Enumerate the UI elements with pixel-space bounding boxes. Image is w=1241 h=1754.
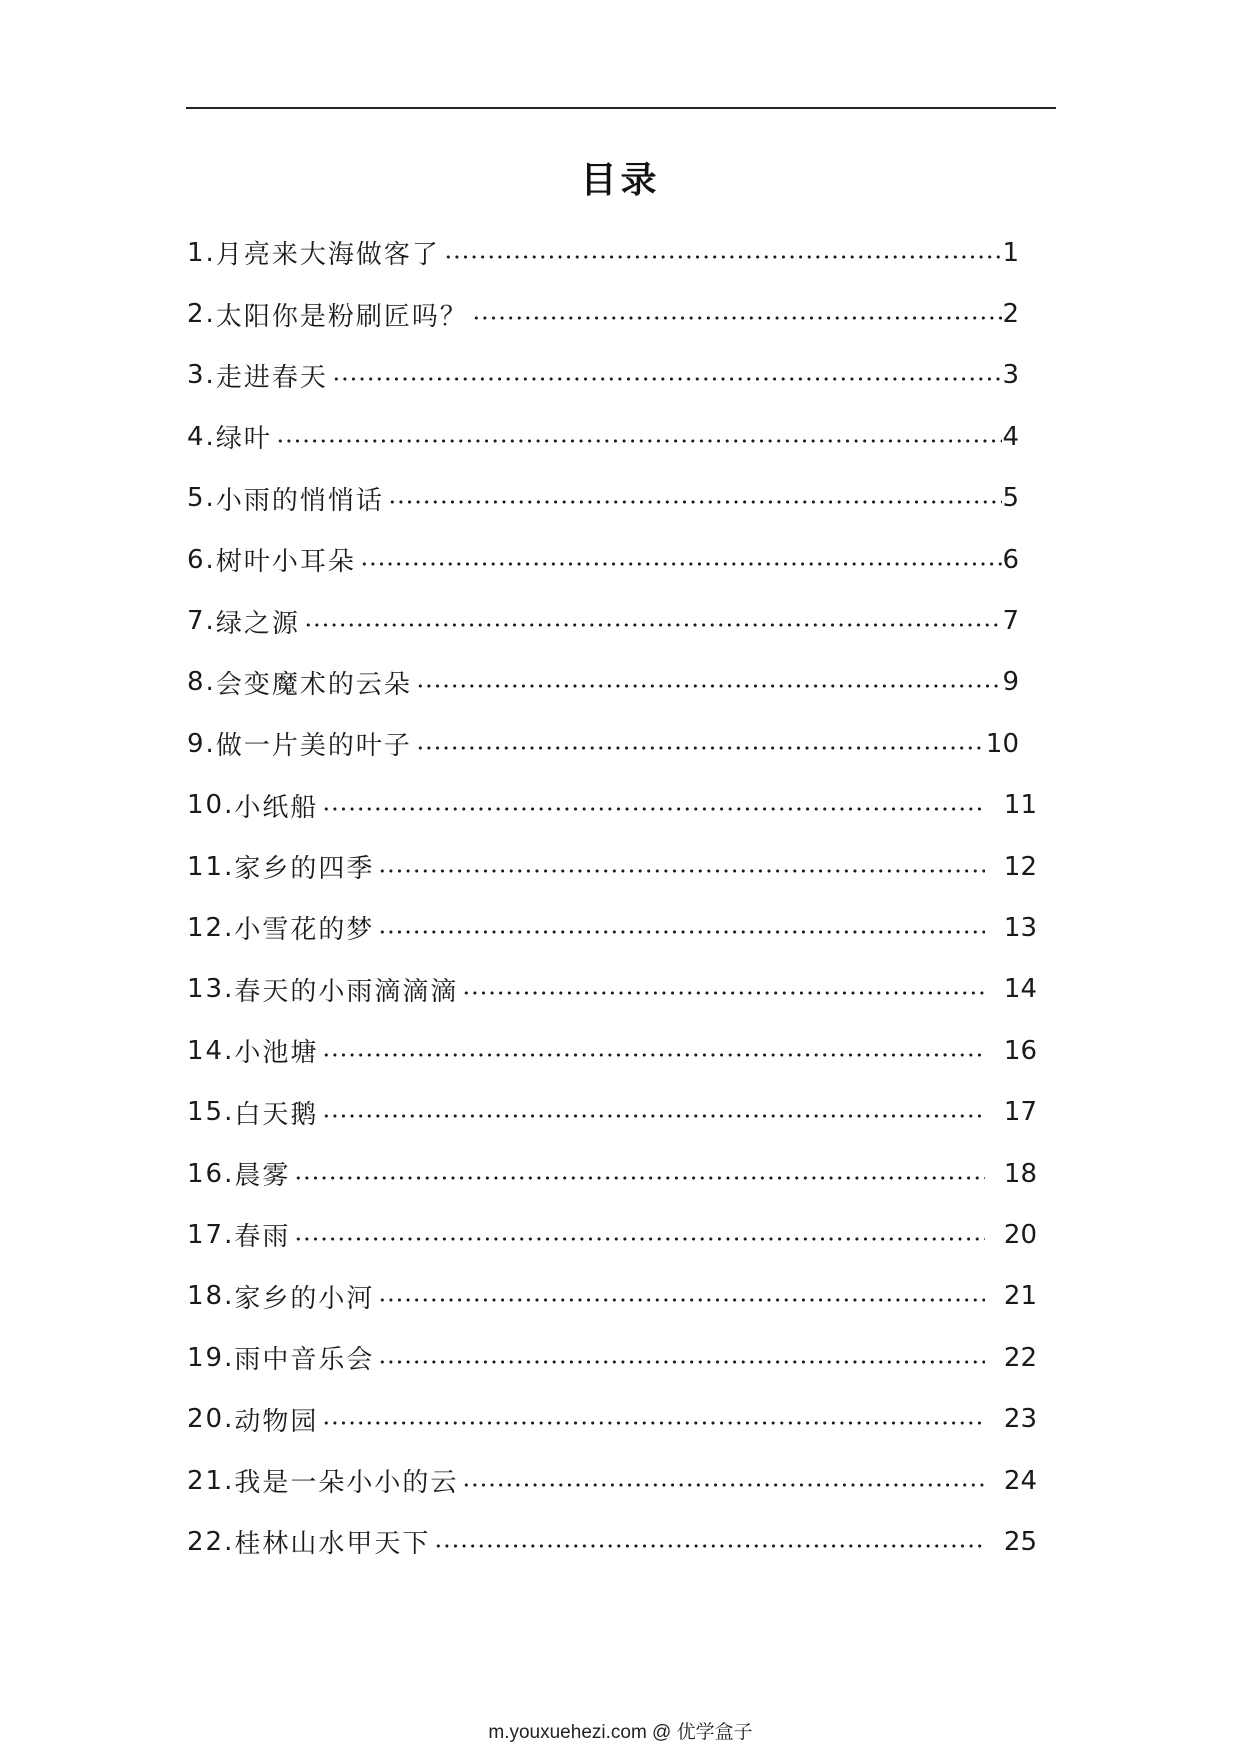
toc-entry-page-number: 5 — [1002, 483, 1019, 514]
toc-title: 目录 — [580, 159, 661, 201]
toc-entry-number: 5. — [187, 483, 216, 514]
toc-entry-title: 太阳你是粉刷匠吗？ — [215, 301, 468, 332]
toc-entry-title: 月亮来大海做客了 — [215, 240, 440, 271]
toc-entry-number: 1. — [187, 237, 216, 268]
toc-entry[interactable] — [187, 1266, 1037, 1327]
toc-entry[interactable] — [187, 836, 1037, 897]
toc-entry-page-number: 6 — [1002, 544, 1019, 575]
toc-entry-page-number: 24 — [1003, 1465, 1037, 1496]
toc-entry-title: 小池塘 — [234, 1038, 319, 1069]
toc-entry-page-number: 22 — [1003, 1342, 1037, 1373]
toc-entry[interactable] — [187, 713, 1019, 774]
toc-entry-title: 动物园 — [234, 1406, 319, 1437]
dot-leader — [322, 1421, 985, 1425]
toc-entry-page-number: 25 — [1003, 1526, 1037, 1557]
toc-entry-number: 7. — [187, 606, 216, 637]
toc-entry[interactable] — [187, 897, 1037, 958]
toc-entry-number: 18. — [187, 1281, 235, 1312]
toc-entry[interactable] — [187, 222, 1019, 283]
toc-entry-number: 13. — [187, 974, 235, 1005]
toc-entry[interactable] — [187, 959, 1037, 1020]
toc-list — [187, 222, 1037, 1573]
toc-entry-title: 绿叶 — [215, 424, 272, 455]
toc-entry-page-number: 14 — [1003, 974, 1037, 1005]
toc-entry-page-number: 1 — [1002, 237, 1019, 268]
toc-entry-number: 16. — [187, 1158, 235, 1189]
toc-entry-number: 22. — [187, 1526, 235, 1557]
toc-entry-number: 11. — [187, 851, 235, 882]
toc-entry-number: 19. — [187, 1342, 235, 1373]
dot-leader — [444, 255, 1003, 259]
toc-entry-page-number: 17 — [1003, 1097, 1037, 1128]
toc-entry-page-number: 9 — [1002, 667, 1019, 698]
toc-entry[interactable] — [187, 775, 1037, 836]
dot-leader — [322, 807, 985, 811]
toc-entry-page-number: 11 — [1003, 790, 1037, 821]
dot-leader — [462, 1483, 985, 1487]
toc-entry-title: 晨雾 — [234, 1161, 291, 1192]
toc-entry[interactable] — [187, 1388, 1037, 1449]
toc-entry[interactable] — [187, 1511, 1037, 1572]
header-rule — [186, 107, 1056, 109]
toc-entry-title: 会变魔术的云朵 — [215, 669, 412, 700]
toc-entry-title: 春天的小雨滴滴滴 — [234, 976, 459, 1007]
toc-entry-title: 做一片美的叶子 — [215, 731, 412, 762]
toc-entry-number: 2. — [187, 299, 216, 330]
toc-entry[interactable] — [187, 468, 1019, 529]
toc-entry[interactable] — [187, 345, 1019, 406]
toc-entry-number: 6. — [187, 544, 216, 575]
dot-leader — [416, 684, 1003, 688]
toc-entry-title: 雨中音乐会 — [234, 1345, 375, 1376]
dot-leader — [472, 316, 1003, 320]
dot-leader — [360, 562, 1003, 566]
dot-leader — [304, 623, 1003, 627]
dot-leader — [462, 991, 985, 995]
toc-entry-page-number: 13 — [1003, 912, 1037, 943]
dot-leader — [416, 746, 986, 750]
toc-entry-number: 17. — [187, 1219, 235, 1250]
dot-leader — [322, 1053, 985, 1057]
toc-entry[interactable] — [187, 406, 1019, 467]
toc-entry-number: 3. — [187, 360, 216, 391]
toc-entry[interactable] — [187, 1204, 1037, 1265]
toc-entry[interactable] — [187, 1143, 1037, 1204]
toc-entry[interactable] — [187, 1327, 1037, 1388]
toc-entry-number: 9. — [187, 728, 216, 759]
dot-leader — [378, 1298, 985, 1302]
toc-entry[interactable] — [187, 529, 1019, 590]
toc-entry-page-number: 4 — [1002, 421, 1019, 452]
dot-leader — [378, 869, 985, 873]
toc-entry-number: 12. — [187, 912, 235, 943]
dot-leader — [378, 1360, 985, 1364]
dot-leader — [378, 930, 985, 934]
toc-entry-number: 14. — [187, 1035, 235, 1066]
toc-entry-number: 21. — [187, 1465, 235, 1496]
toc-entry-page-number: 18 — [1003, 1158, 1037, 1189]
toc-entry-number: 10. — [187, 790, 235, 821]
toc-entry-page-number: 3 — [1002, 360, 1019, 391]
dot-leader — [276, 439, 1003, 443]
toc-entry[interactable] — [187, 1450, 1037, 1511]
toc-entry-page-number: 21 — [1003, 1281, 1037, 1312]
toc-entry-page-number: 12 — [1003, 851, 1037, 882]
toc-entry[interactable] — [187, 1020, 1037, 1081]
toc-entry-title: 小雨的悄悄话 — [215, 485, 384, 516]
toc-entry-title: 小纸船 — [234, 792, 319, 823]
dot-leader — [388, 500, 1003, 504]
toc-entry-number: 8. — [187, 667, 216, 698]
toc-entry-number: 15. — [187, 1097, 235, 1128]
toc-entry-title: 白天鹅 — [234, 1099, 319, 1130]
toc-entry-page-number: 7 — [1002, 606, 1019, 637]
toc-entry[interactable] — [187, 590, 1019, 651]
toc-entry-number: 20. — [187, 1404, 235, 1435]
toc-entry-title: 走进春天 — [215, 362, 328, 393]
toc-entry-title: 树叶小耳朵 — [215, 547, 356, 578]
toc-entry-title: 桂林山水甲天下 — [234, 1529, 431, 1560]
toc-entry-number: 4. — [187, 421, 216, 452]
toc-entry-title: 小雪花的梦 — [234, 915, 375, 946]
toc-entry-title: 家乡的小河 — [234, 1283, 375, 1314]
toc-entry-title: 我是一朵小小的云 — [234, 1468, 459, 1498]
toc-entry-page-number: 10 — [985, 728, 1019, 759]
toc-entry[interactable] — [187, 652, 1019, 713]
toc-entry[interactable] — [187, 283, 1019, 344]
toc-entry-page-number: 2 — [1002, 299, 1019, 330]
dot-leader — [434, 1544, 985, 1548]
dot-leader — [294, 1176, 985, 1180]
toc-entry-title: 绿之源 — [215, 608, 300, 639]
toc-entry-page-number: 16 — [1003, 1035, 1037, 1066]
toc-entry[interactable] — [187, 1081, 1037, 1142]
toc-entry-page-number: 20 — [1003, 1219, 1037, 1250]
toc-entry-title: 春雨 — [234, 1222, 291, 1253]
toc-entry-page-number: 23 — [1003, 1404, 1037, 1435]
dot-leader — [332, 377, 1003, 381]
dot-leader — [322, 1114, 985, 1118]
dot-leader — [294, 1237, 985, 1241]
footer-source: m.youxuehezi.com @ 优学盒子 — [488, 1722, 753, 1743]
toc-entry-title: 家乡的四季 — [234, 854, 375, 885]
